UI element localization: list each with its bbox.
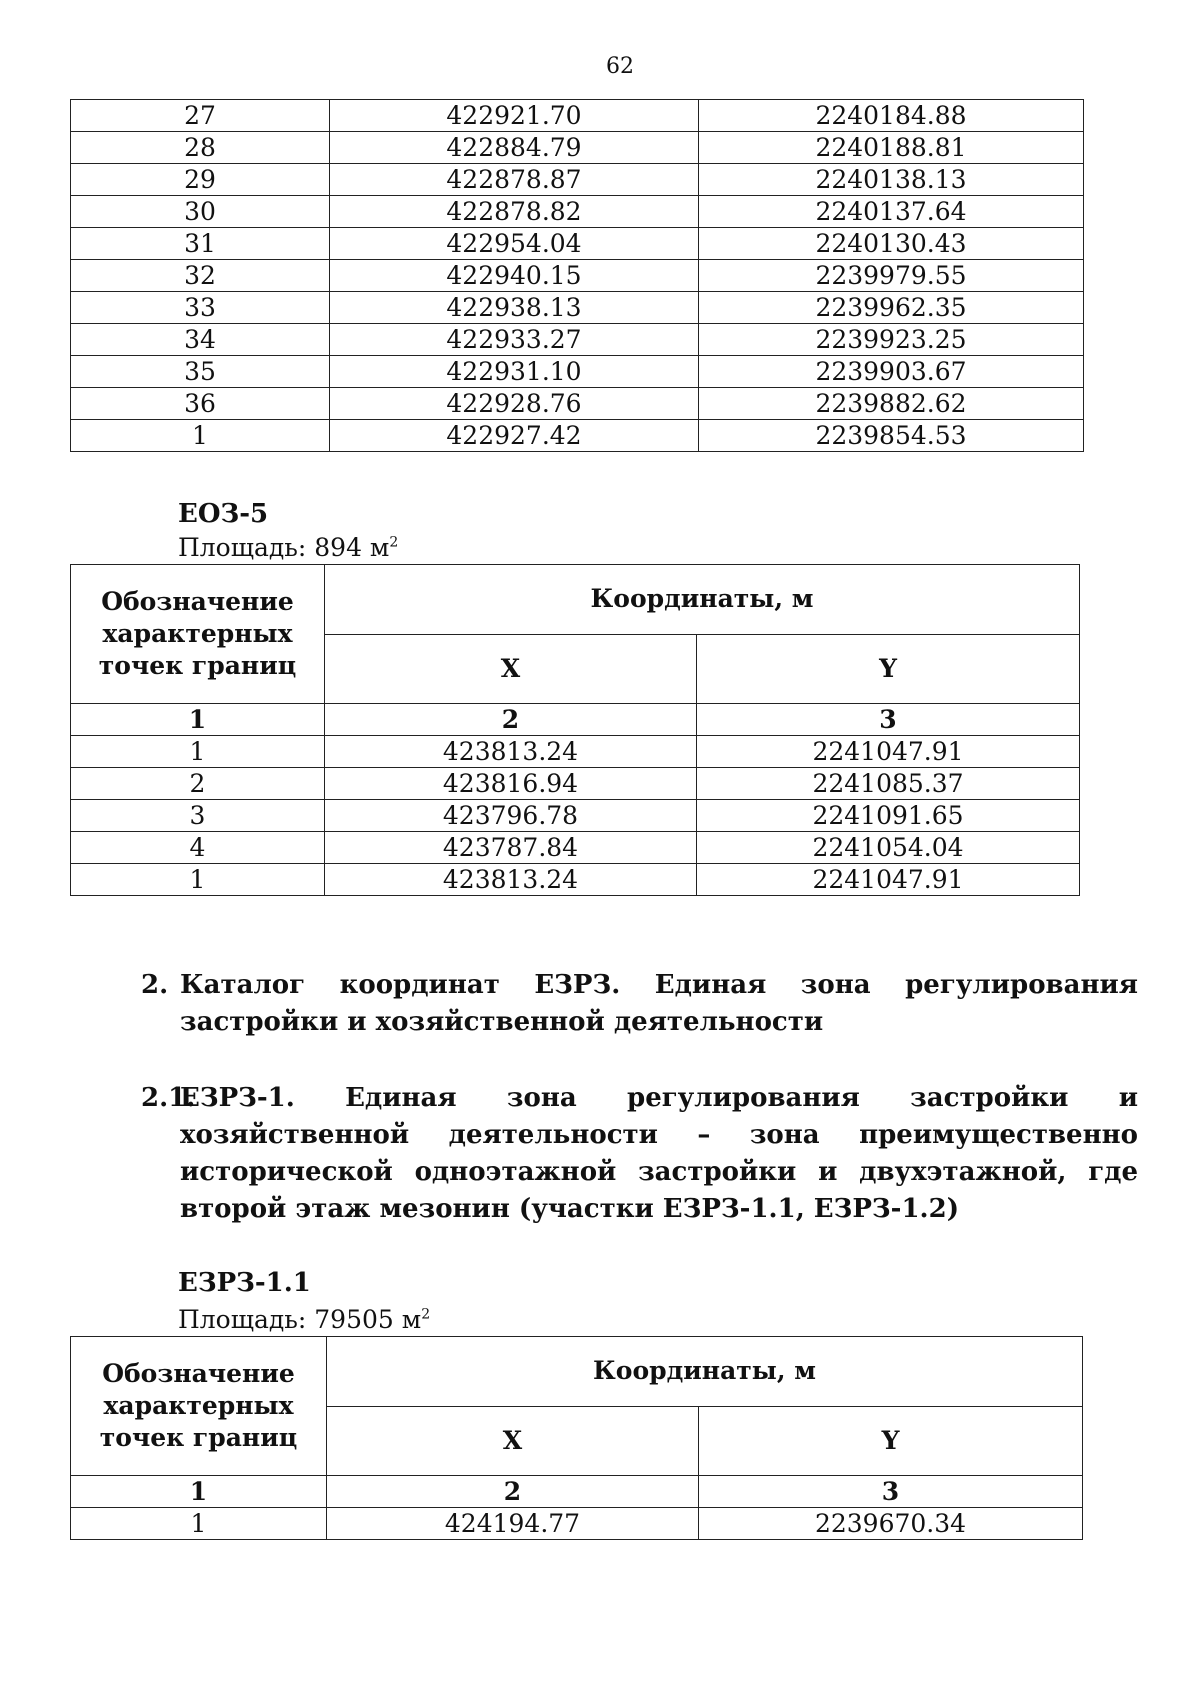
coord-x: 422921.70 <box>330 100 699 132</box>
table-row <box>71 132 1084 164</box>
coord-x: 422878.82 <box>330 196 699 228</box>
coord-y: 2239854.53 <box>699 420 1084 452</box>
header-designation: Обозначение характерных точек границ <box>71 565 325 704</box>
point-number: 4 <box>71 832 325 864</box>
header-col-2: 2 <box>325 704 697 736</box>
coord-x: 422884.79 <box>330 132 699 164</box>
continuation-coordinates-table <box>70 99 1084 452</box>
area-label: Площадь: <box>178 1305 307 1334</box>
point-number: 3 <box>71 800 325 832</box>
coord-y: 2240188.81 <box>699 132 1084 164</box>
area-value: 79505 м <box>314 1305 422 1334</box>
coord-x: 422954.04 <box>330 228 699 260</box>
coord-y: 2241047.91 <box>697 864 1080 896</box>
coord-y: 2241085.37 <box>697 768 1080 800</box>
section-number: 2.1. <box>141 1083 196 1113</box>
coord-x: 422938.13 <box>330 292 699 324</box>
coord-y: 2239962.35 <box>699 292 1084 324</box>
section-text: ЕЗРЗ-1. Единая зона регулирования застройки и хозяйственной деятельности – зона преимущественно исторической одноэтажной застройки и двухэтажной, где второй этаж мезонин (участки ЕЗРЗ-1.1, ЕЗРЗ-1.2) <box>180 1083 1138 1224</box>
point-number: 29 <box>71 164 330 196</box>
section-2-1-heading <box>141 1080 1138 1228</box>
coord-y: 2239979.55 <box>699 260 1084 292</box>
area-unit-power: 2 <box>421 1306 431 1323</box>
zone-title-eoz5: ЕОЗ-5 <box>178 499 269 529</box>
header-y: Y <box>699 1406 1083 1476</box>
header-col-1: 1 <box>71 1476 327 1508</box>
table-row <box>71 196 1084 228</box>
table-row <box>71 388 1084 420</box>
coord-x: 423813.24 <box>325 864 697 896</box>
coord-y: 2241047.91 <box>697 736 1080 768</box>
table-row <box>71 768 1080 800</box>
section-text: Каталог координат ЕЗРЗ. Единая зона регулирования застройки и хозяйственной деятельности <box>180 970 1138 1037</box>
table-row <box>71 800 1080 832</box>
point-number: 32 <box>71 260 330 292</box>
point-number: 33 <box>71 292 330 324</box>
area-label: Площадь: <box>178 533 307 562</box>
coord-y: 2239923.25 <box>699 324 1084 356</box>
coord-x: 424194.77 <box>327 1508 699 1540</box>
header-col-3: 3 <box>697 704 1080 736</box>
coord-y: 2239903.67 <box>699 356 1084 388</box>
table-row <box>71 292 1084 324</box>
eoz5-coordinates-table <box>70 564 1080 896</box>
point-number: 1 <box>71 1508 327 1540</box>
coord-y: 2239670.34 <box>699 1508 1083 1540</box>
coord-x: 423816.94 <box>325 768 697 800</box>
area-eoz5 <box>178 533 398 562</box>
point-number: 36 <box>71 388 330 420</box>
coord-x: 422928.76 <box>330 388 699 420</box>
header-designation: Обозначение характерных точек границ <box>71 1337 327 1476</box>
coord-y: 2240137.64 <box>699 196 1084 228</box>
table-row <box>71 260 1084 292</box>
point-number: 1 <box>71 420 330 452</box>
table-row <box>71 100 1084 132</box>
table-row <box>71 356 1084 388</box>
point-number: 1 <box>71 864 325 896</box>
section-2-heading <box>141 967 1138 1041</box>
point-number: 34 <box>71 324 330 356</box>
coord-x: 423813.24 <box>325 736 697 768</box>
header-coordinates: Координаты, м <box>327 1337 1083 1407</box>
point-number: 31 <box>71 228 330 260</box>
table-row <box>71 228 1084 260</box>
coord-x: 422878.87 <box>330 164 699 196</box>
header-coordinates: Координаты, м <box>325 565 1080 635</box>
coord-x: 422940.15 <box>330 260 699 292</box>
header-x: X <box>325 634 697 704</box>
point-number: 1 <box>71 736 325 768</box>
table-row <box>71 736 1080 768</box>
table-row <box>71 832 1080 864</box>
coord-y: 2240138.13 <box>699 164 1084 196</box>
coord-y: 2239882.62 <box>699 388 1084 420</box>
point-number: 2 <box>71 768 325 800</box>
page-number: 62 <box>606 54 634 79</box>
header-col-1: 1 <box>71 704 325 736</box>
coord-x: 422931.10 <box>330 356 699 388</box>
coord-y: 2241054.04 <box>697 832 1080 864</box>
coord-x: 423787.84 <box>325 832 697 864</box>
coord-y: 2241091.65 <box>697 800 1080 832</box>
area-unit-power: 2 <box>389 534 399 551</box>
point-number: 30 <box>71 196 330 228</box>
table-row <box>71 864 1080 896</box>
table-row <box>71 1508 1083 1540</box>
zone-title-ezrz-1-1: ЕЗРЗ-1.1 <box>178 1268 311 1298</box>
table-row <box>71 420 1084 452</box>
table-row <box>71 324 1084 356</box>
header-col-3: 3 <box>699 1476 1083 1508</box>
header-y: Y <box>697 634 1080 704</box>
ezrz-1-1-coordinates-table <box>70 1336 1083 1540</box>
table-row <box>71 164 1084 196</box>
header-col-2: 2 <box>327 1476 699 1508</box>
coord-x: 422927.42 <box>330 420 699 452</box>
header-x: X <box>327 1406 699 1476</box>
coord-y: 2240184.88 <box>699 100 1084 132</box>
coord-x: 423796.78 <box>325 800 697 832</box>
area-ezrz-1-1 <box>178 1305 430 1334</box>
area-value: 894 м <box>314 533 390 562</box>
point-number: 28 <box>71 132 330 164</box>
coord-y: 2240130.43 <box>699 228 1084 260</box>
section-number: 2. <box>141 970 169 1000</box>
point-number: 27 <box>71 100 330 132</box>
point-number: 35 <box>71 356 330 388</box>
coord-x: 422933.27 <box>330 324 699 356</box>
